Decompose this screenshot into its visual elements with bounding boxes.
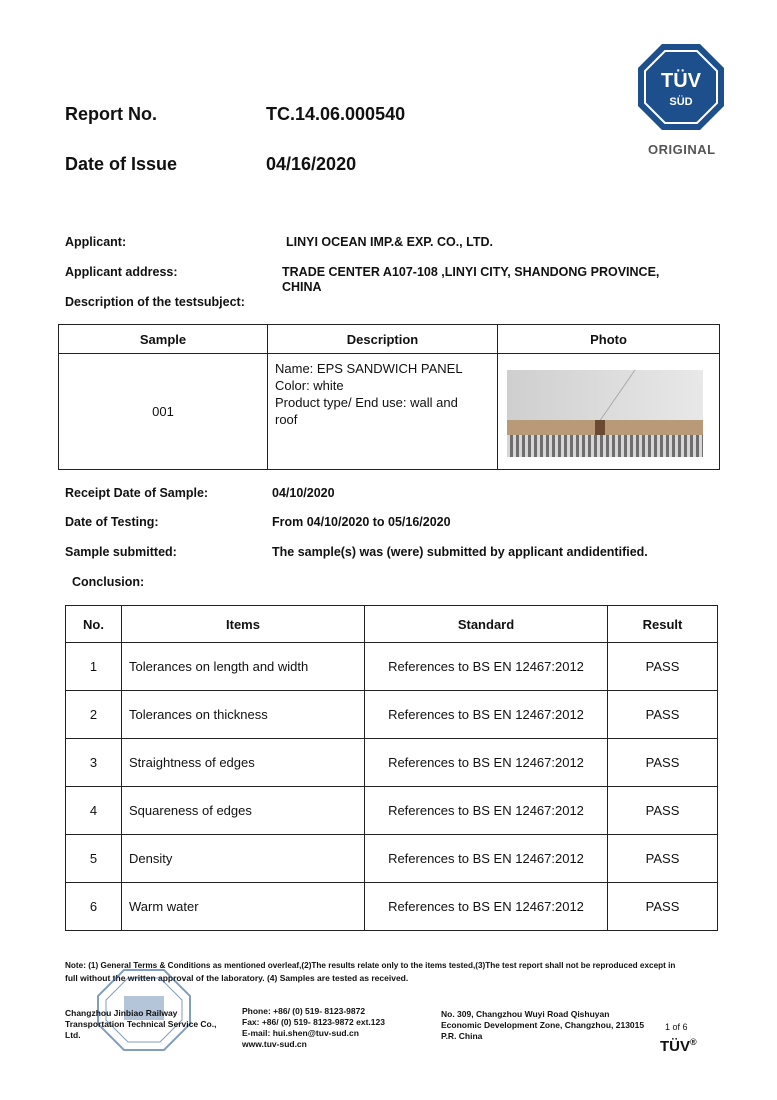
sample-description [268,354,498,470]
address-line: No. 309, Changzhou Wuyi Road Qishuyan [441,1009,610,1019]
row-item: Straightness of edges [122,739,365,787]
row-item: Density [122,835,365,883]
sample-id: 001 [59,354,268,470]
table-row [66,787,718,835]
applicant-label: Applicant: [65,235,127,249]
row-no: 2 [66,691,122,739]
applicant-address-line1: TRADE CENTER A107-108 ,LINYI CITY, SHANDONG PROVINCE, [282,265,660,279]
footer-address [441,1009,644,1042]
footer-company [65,1008,216,1041]
description-line: Color: white [275,378,344,393]
row-no: 1 [66,643,122,691]
table-row [66,691,718,739]
row-no: 5 [66,835,122,883]
row-no: 6 [66,883,122,931]
row-standard: References to BS EN 12467:2012 [365,787,608,835]
row-item: Tolerances on thickness [122,691,365,739]
photo-header: Photo [498,325,720,354]
items-header: Items [122,606,365,643]
conclusion-table [65,605,718,931]
sample-row [59,354,720,470]
result-header: Result [608,606,718,643]
footnote-line2: full without the written approval of the laboratory. (4) Samples are tested as received. [65,973,409,983]
description-line: Product type/ End use: wall and [275,395,458,410]
description-line: roof [275,412,298,427]
applicant-value: LINYI OCEAN IMP.& EXP. CO., LTD. [286,235,493,249]
receipt-date-label: Receipt Date of Sample: [65,486,209,500]
svg-text:SÜD: SÜD [669,96,693,108]
footer-tuv-logo [660,1037,697,1055]
table-row [66,739,718,787]
row-no: 4 [66,787,122,835]
registered-mark: ® [690,1037,697,1047]
company-line: Transportation Technical Service Co., [65,1019,217,1029]
phone: Phone: +86/ (0) 519- 8123-9872 [242,1006,366,1016]
row-standard: References to BS EN 12467:2012 [365,835,608,883]
row-standard: References to BS EN 12467:2012 [365,643,608,691]
testing-date-label: Date of Testing: [65,515,159,529]
page-number: 1 of 6 [665,1022,688,1032]
date-of-issue-label: Date of Issue [65,154,178,174]
footnote-line1: Note: (1) General Terms & Conditions as mentioned overleaf,(2)The results relate only to the items tested,(3)The test report shall not be reproduced except in [65,961,676,970]
row-result: PASS [608,691,718,739]
applicant-address-label: Applicant address: [65,265,178,279]
receipt-date-value: 04/10/2020 [272,486,335,500]
testing-date-value: From 04/10/2020 to 05/16/2020 [272,515,451,529]
original-label: ORIGINAL [648,142,716,157]
row-no: 3 [66,739,122,787]
conclusion-table-header [66,606,718,643]
row-result: PASS [608,787,718,835]
sample-table [58,324,720,470]
address-line: P.R. China [441,1031,483,1041]
row-item: Warm water [122,883,365,931]
website: www.tuv-sud.cn [242,1039,307,1049]
report-no-label: Report No. [65,104,157,124]
table-row [66,883,718,931]
svg-text:TÜV: TÜV [661,70,701,92]
description-line: Name: EPS SANDWICH PANEL [275,361,463,376]
row-item: Tolerances on length and width [122,643,365,691]
sample-submitted-label: Sample submitted: [65,545,177,559]
report-no-value: TC.14.06.000540 [266,104,406,124]
conclusion-label: Conclusion: [72,575,145,589]
table-row [66,835,718,883]
row-standard: References to BS EN 12467:2012 [365,739,608,787]
row-standard: References to BS EN 12467:2012 [365,883,608,931]
row-result: PASS [608,643,718,691]
sample-table-header [59,325,720,354]
row-result: PASS [608,739,718,787]
no-header: No. [66,606,122,643]
row-result: PASS [608,835,718,883]
description-header: Description [268,325,498,354]
footer-logo-text: TÜV [660,1038,690,1055]
tuv-logo [636,42,726,132]
standard-header: Standard [365,606,608,643]
email: E-mail: hui.shen@tuv-sud.cn [242,1028,359,1038]
sample-photo [507,370,703,457]
applicant-address-line2: CHINA [282,280,322,294]
date-of-issue-value: 04/16/2020 [266,154,357,174]
sample-submitted-value: The sample(s) was (were) submitted by applicant andidentified. [272,545,648,559]
row-item: Squareness of edges [122,787,365,835]
sample-photo-cell [498,354,720,470]
footer-contact [242,1006,385,1050]
address-line: Economic Development Zone, Changzhou, 213015 [441,1020,645,1030]
company-line: Ltd. [65,1030,81,1040]
row-standard: References to BS EN 12467:2012 [365,691,608,739]
fax: Fax: +86/ (0) 519- 8123-9872 ext.123 [242,1017,385,1027]
sample-header: Sample [59,325,268,354]
description-label: Description of the testsubject: [65,295,245,309]
company-line: Changzhou Jinbiao Railway [65,1008,178,1018]
row-result: PASS [608,883,718,931]
table-row [66,643,718,691]
